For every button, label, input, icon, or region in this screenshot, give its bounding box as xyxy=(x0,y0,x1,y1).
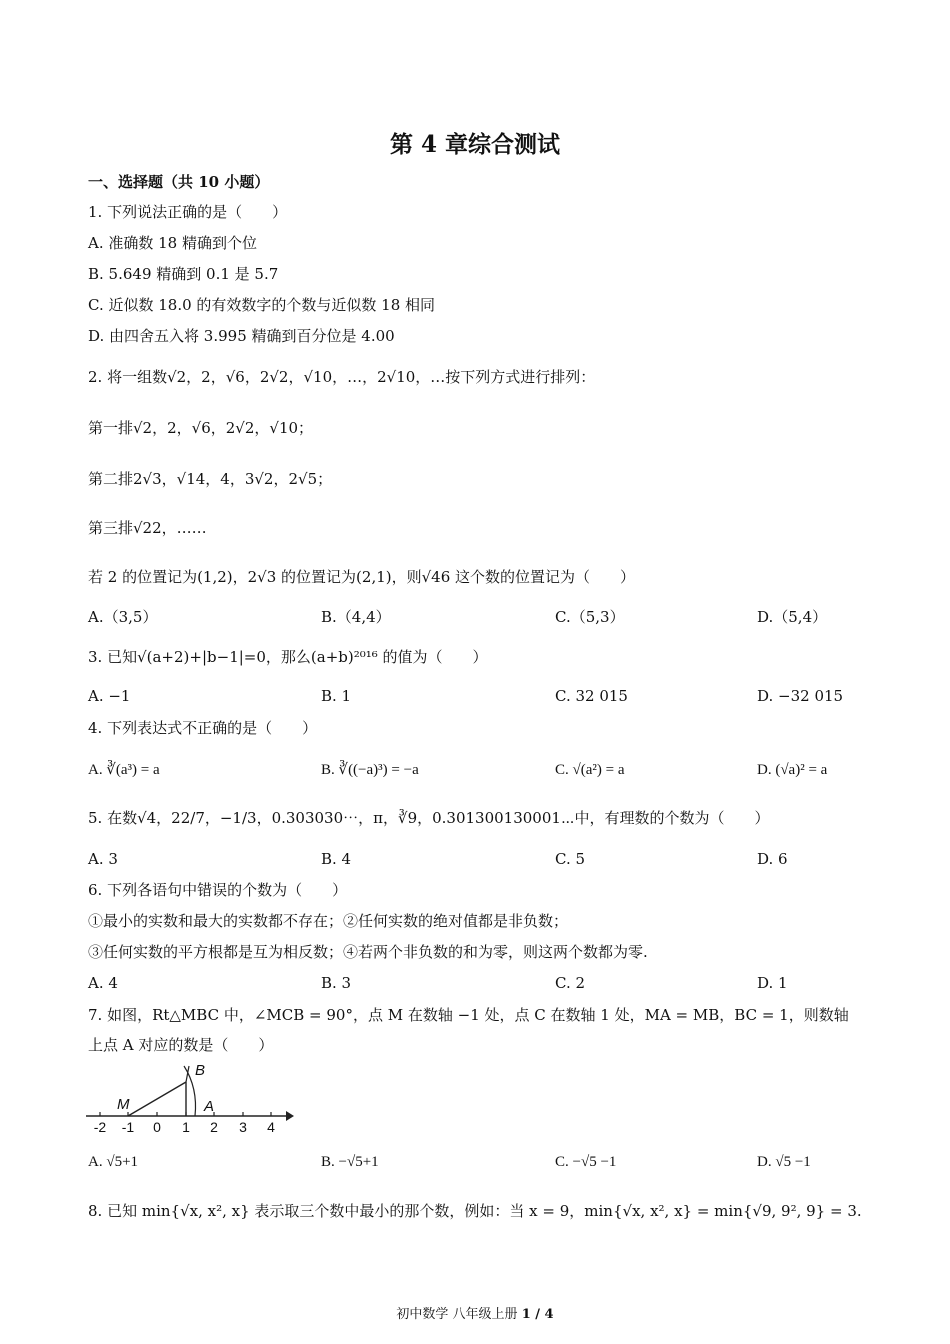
q3-stem: 3. 已知√(a+2)+|b−1|=0，那么(a+b)²⁰¹⁶ 的值为（ ） xyxy=(88,648,488,666)
q4-option-c: C. √(a²) = a xyxy=(555,762,625,778)
q7-option-a: A. √5+1 xyxy=(88,1154,139,1170)
q2-stem: 2. 将一组数√2，2，√6，2√2，√10，…，2√10，…按下列方式进行排列： xyxy=(88,368,596,386)
tick-label: 1 xyxy=(182,1119,190,1135)
q6-option-c: C. 2 xyxy=(555,974,586,992)
q6-option-b: B. 3 xyxy=(321,974,352,992)
q3-option-d: D. −32 015 xyxy=(757,687,844,705)
q7-option-d: D. √5 −1 xyxy=(757,1154,811,1170)
q4-option-d: D. (√a)² = a xyxy=(757,762,828,778)
q2-option-b: B.（4,4） xyxy=(321,608,391,626)
tick-label: 2 xyxy=(210,1119,218,1135)
q2-option-d: D.（5,4） xyxy=(757,608,828,626)
q5-option-d: D. 6 xyxy=(757,850,788,868)
q7-stem-line-2: 上点 A 对应的数是（ ） xyxy=(88,1036,274,1054)
page-number: 1 / 4 xyxy=(521,1307,554,1322)
q2-row-3: 第三排√22，…… xyxy=(88,519,207,537)
q2-option-c: C.（5,3） xyxy=(555,608,625,626)
axis-arrow-icon xyxy=(286,1111,294,1121)
point-label-b: B xyxy=(195,1062,206,1079)
q4-option-b: B. ∛((−a)³) = −a xyxy=(321,762,419,778)
q8-stem: 8. 已知 min{√x, x², x} 表示取三个数中最小的那个数，例如：当 x = 9，min{√x, x², x} = min{√9, 9², 9} = 3. xyxy=(88,1202,862,1220)
q3-option-a: A. −1 xyxy=(88,687,131,705)
q1-option-b: B. 5.649 精确到 0.1 是 5.7 xyxy=(88,265,279,283)
q6-statement-1: ①最小的实数和最大的实数都不存在；②任何实数的绝对值都是非负数； xyxy=(88,912,569,930)
tick-label: -2 xyxy=(93,1119,107,1135)
q7-option-b: B. −√5+1 xyxy=(321,1154,379,1170)
q6-option-d: D. 1 xyxy=(757,974,788,992)
q1-stem: 1. 下列说法正确的是（ ） xyxy=(88,203,288,221)
q6-option-a: A. 4 xyxy=(88,974,118,992)
q1-option-c: C. 近似数 18.0 的有效数字的个数与近似数 18 相同 xyxy=(88,296,436,314)
q2-row-1: 第一排√2，2，√6，2√2，√10； xyxy=(88,419,314,437)
tick-label: 3 xyxy=(239,1119,247,1135)
section-heading: 一、选择题（共 10 小题） xyxy=(88,173,270,191)
q3-option-c: C. 32 015 xyxy=(555,687,628,705)
q6-statement-2: ③任何实数的平方根都是互为相反数；④若两个非负数的和为零，则这两个数都为零. xyxy=(88,943,648,961)
q5-stem: 5. 在数√4，22/7，−1/3，0.303030⋯，π，∛9，0.301300130001⋯中，有理数的个数为（ ） xyxy=(88,809,770,827)
number-line-figure xyxy=(84,1060,296,1138)
footer-text: 初中数学 八年级上册 xyxy=(396,1307,518,1322)
q5-option-c: C. 5 xyxy=(555,850,586,868)
segment-mb xyxy=(128,1082,186,1116)
q5-option-a: A. 3 xyxy=(88,850,118,868)
page-title: 第 4 章综合测试 xyxy=(389,131,561,158)
q2-question: 若 2 的位置记为(1,2)，2√3 的位置记为(2,1)，则√46 这个数的位置记为（ ） xyxy=(88,568,636,586)
tick-label: 4 xyxy=(267,1119,275,1135)
q5-option-b: B. 4 xyxy=(321,850,352,868)
q3-option-b: B. 1 xyxy=(321,687,352,705)
point-label-a: A xyxy=(204,1098,215,1115)
page-footer xyxy=(0,1303,950,1322)
q2-option-a: A.（3,5） xyxy=(88,608,158,626)
q4-option-a: A. ∛(a³) = a xyxy=(88,762,160,778)
q4-stem: 4. 下列表达式不正确的是（ ） xyxy=(88,719,318,737)
q2-row-2: 第二排2√3，√14，4，3√2，2√5； xyxy=(88,470,333,488)
q7-option-c: C. −√5 −1 xyxy=(555,1154,617,1170)
q1-option-a: A. 准确数 18 精确到个位 xyxy=(88,234,257,252)
tick-label: 0 xyxy=(153,1119,161,1135)
q7-stem-line-1: 7. 如图，Rt△MBC 中，∠MCB = 90°，点 M 在数轴 −1 处，点 C 在数轴 1 处，MA = MB，BC = 1，则数轴 xyxy=(88,1006,849,1024)
q6-stem: 6. 下列各语句中错误的个数为（ ） xyxy=(88,881,348,899)
point-label-m: M xyxy=(117,1096,130,1113)
q1-option-d: D. 由四舍五入将 3.995 精确到百分位是 4.00 xyxy=(88,327,395,345)
tick-label: -1 xyxy=(121,1119,135,1135)
